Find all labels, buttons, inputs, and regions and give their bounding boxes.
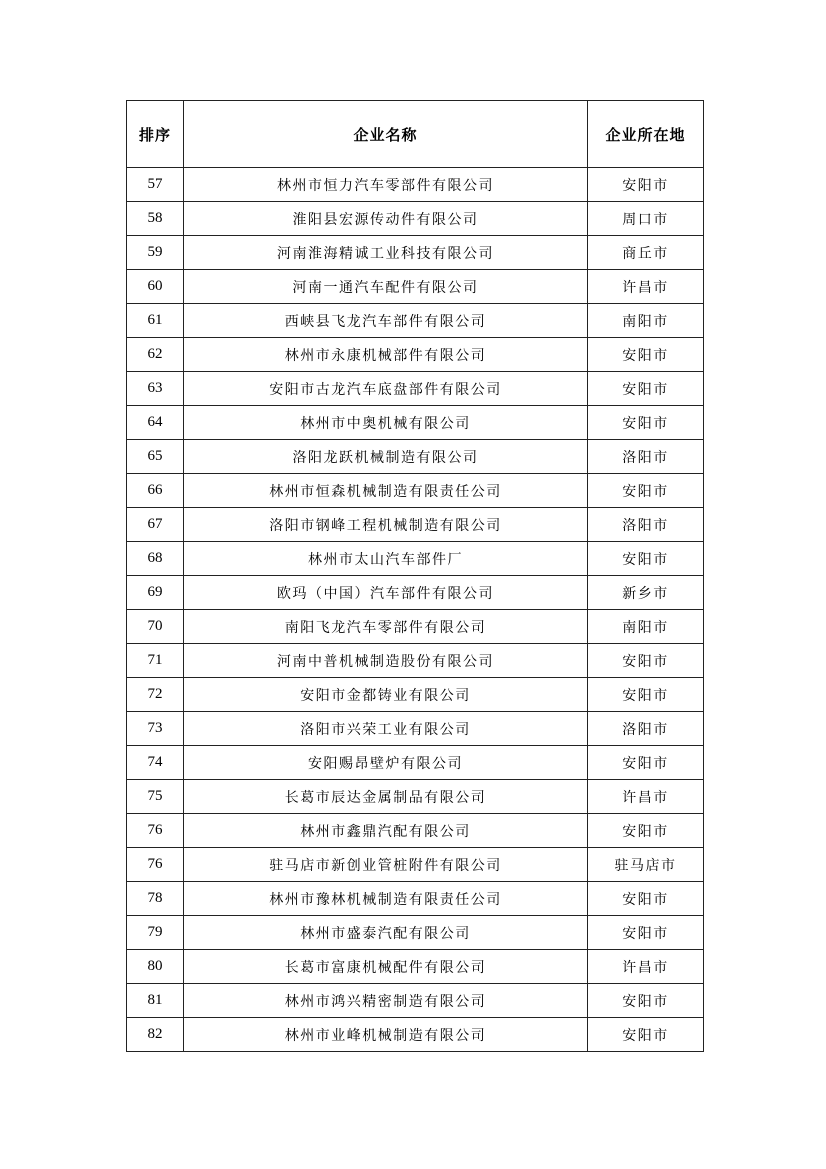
enterprise-location-cell: 安阳市 bbox=[588, 644, 704, 678]
table-row bbox=[127, 916, 704, 950]
table-row bbox=[127, 848, 704, 882]
table-row bbox=[127, 780, 704, 814]
header-enterprise-name: 企业名称 bbox=[184, 101, 588, 168]
rank-cell: 76 bbox=[127, 814, 184, 848]
rank-cell: 59 bbox=[127, 236, 184, 270]
rank-cell: 57 bbox=[127, 168, 184, 202]
rank-cell: 78 bbox=[127, 882, 184, 916]
enterprise-name-cell: 安阳赐昂壁炉有限公司 bbox=[184, 746, 588, 780]
rank-cell: 66 bbox=[127, 474, 184, 508]
header-enterprise-location: 企业所在地 bbox=[588, 101, 704, 168]
table-row bbox=[127, 644, 704, 678]
rank-cell: 80 bbox=[127, 950, 184, 984]
rank-cell: 73 bbox=[127, 712, 184, 746]
table-row bbox=[127, 882, 704, 916]
rank-cell: 58 bbox=[127, 202, 184, 236]
enterprise-name-cell: 洛阳市钢峰工程机械制造有限公司 bbox=[184, 508, 588, 542]
rank-cell: 76 bbox=[127, 848, 184, 882]
enterprise-name-cell: 长葛市富康机械配件有限公司 bbox=[184, 950, 588, 984]
enterprise-location-cell: 洛阳市 bbox=[588, 712, 704, 746]
enterprise-location-cell: 安阳市 bbox=[588, 814, 704, 848]
table-row bbox=[127, 406, 704, 440]
enterprise-name-cell: 长葛市辰达金属制品有限公司 bbox=[184, 780, 588, 814]
table-row bbox=[127, 168, 704, 202]
enterprise-location-cell: 安阳市 bbox=[588, 984, 704, 1018]
table-row bbox=[127, 474, 704, 508]
enterprise-name-cell: 安阳市金都铸业有限公司 bbox=[184, 678, 588, 712]
enterprise-location-cell: 安阳市 bbox=[588, 406, 704, 440]
enterprise-ranking-table bbox=[126, 100, 704, 1052]
table-row bbox=[127, 270, 704, 304]
rank-cell: 64 bbox=[127, 406, 184, 440]
enterprise-name-cell: 洛阳市兴荣工业有限公司 bbox=[184, 712, 588, 746]
table-row bbox=[127, 814, 704, 848]
table-row bbox=[127, 508, 704, 542]
table-row bbox=[127, 746, 704, 780]
table-body bbox=[127, 168, 704, 1052]
enterprise-location-cell: 安阳市 bbox=[588, 1018, 704, 1052]
rank-cell: 82 bbox=[127, 1018, 184, 1052]
enterprise-location-cell: 商丘市 bbox=[588, 236, 704, 270]
enterprise-name-cell: 淮阳县宏源传动件有限公司 bbox=[184, 202, 588, 236]
rank-cell: 75 bbox=[127, 780, 184, 814]
enterprise-location-cell: 安阳市 bbox=[588, 474, 704, 508]
enterprise-name-cell: 河南一通汽车配件有限公司 bbox=[184, 270, 588, 304]
enterprise-location-cell: 许昌市 bbox=[588, 270, 704, 304]
enterprise-location-cell: 安阳市 bbox=[588, 746, 704, 780]
enterprise-name-cell: 河南中普机械制造股份有限公司 bbox=[184, 644, 588, 678]
enterprise-name-cell: 河南淮海精诚工业科技有限公司 bbox=[184, 236, 588, 270]
enterprise-location-cell: 许昌市 bbox=[588, 950, 704, 984]
table-row bbox=[127, 610, 704, 644]
enterprise-location-cell: 安阳市 bbox=[588, 168, 704, 202]
rank-cell: 72 bbox=[127, 678, 184, 712]
enterprise-location-cell: 安阳市 bbox=[588, 372, 704, 406]
enterprise-location-cell: 南阳市 bbox=[588, 304, 704, 338]
enterprise-location-cell: 洛阳市 bbox=[588, 440, 704, 474]
header-rank: 排序 bbox=[127, 101, 184, 168]
enterprise-name-cell: 林州市太山汽车部件厂 bbox=[184, 542, 588, 576]
table-row bbox=[127, 542, 704, 576]
rank-cell: 70 bbox=[127, 610, 184, 644]
rank-cell: 61 bbox=[127, 304, 184, 338]
enterprise-location-cell: 安阳市 bbox=[588, 678, 704, 712]
enterprise-location-cell: 新乡市 bbox=[588, 576, 704, 610]
enterprise-location-cell: 许昌市 bbox=[588, 780, 704, 814]
rank-cell: 63 bbox=[127, 372, 184, 406]
enterprise-name-cell: 洛阳龙跃机械制造有限公司 bbox=[184, 440, 588, 474]
enterprise-name-cell: 林州市鸿兴精密制造有限公司 bbox=[184, 984, 588, 1018]
enterprise-location-cell: 安阳市 bbox=[588, 916, 704, 950]
table-row bbox=[127, 950, 704, 984]
table-row bbox=[127, 202, 704, 236]
enterprise-location-cell: 安阳市 bbox=[588, 882, 704, 916]
table-row bbox=[127, 372, 704, 406]
enterprise-name-cell: 林州市鑫鼎汽配有限公司 bbox=[184, 814, 588, 848]
enterprise-name-cell: 安阳市古龙汽车底盘部件有限公司 bbox=[184, 372, 588, 406]
table-header bbox=[127, 101, 704, 168]
table-row bbox=[127, 1018, 704, 1052]
rank-cell: 68 bbox=[127, 542, 184, 576]
rank-cell: 67 bbox=[127, 508, 184, 542]
table-row bbox=[127, 338, 704, 372]
enterprise-name-cell: 林州市永康机械部件有限公司 bbox=[184, 338, 588, 372]
enterprise-location-cell: 安阳市 bbox=[588, 338, 704, 372]
enterprise-name-cell: 林州市业峰机械制造有限公司 bbox=[184, 1018, 588, 1052]
rank-cell: 69 bbox=[127, 576, 184, 610]
enterprise-location-cell: 南阳市 bbox=[588, 610, 704, 644]
enterprise-name-cell: 林州市盛泰汽配有限公司 bbox=[184, 916, 588, 950]
enterprise-name-cell: 欧玛（中国）汽车部件有限公司 bbox=[184, 576, 588, 610]
enterprise-name-cell: 林州市恒森机械制造有限责任公司 bbox=[184, 474, 588, 508]
enterprise-location-cell: 安阳市 bbox=[588, 542, 704, 576]
rank-cell: 60 bbox=[127, 270, 184, 304]
enterprise-name-cell: 林州市恒力汽车零部件有限公司 bbox=[184, 168, 588, 202]
table-row bbox=[127, 984, 704, 1018]
rank-cell: 79 bbox=[127, 916, 184, 950]
rank-cell: 74 bbox=[127, 746, 184, 780]
enterprise-location-cell: 周口市 bbox=[588, 202, 704, 236]
enterprise-name-cell: 林州市中奥机械有限公司 bbox=[184, 406, 588, 440]
table-row bbox=[127, 678, 704, 712]
rank-cell: 62 bbox=[127, 338, 184, 372]
rank-cell: 81 bbox=[127, 984, 184, 1018]
header-row bbox=[127, 101, 704, 168]
enterprise-name-cell: 驻马店市新创业管桩附件有限公司 bbox=[184, 848, 588, 882]
table-row bbox=[127, 236, 704, 270]
rank-cell: 71 bbox=[127, 644, 184, 678]
enterprise-name-cell: 南阳飞龙汽车零部件有限公司 bbox=[184, 610, 588, 644]
table-row bbox=[127, 576, 704, 610]
table-row bbox=[127, 712, 704, 746]
enterprise-location-cell: 洛阳市 bbox=[588, 508, 704, 542]
rank-cell: 65 bbox=[127, 440, 184, 474]
enterprise-name-cell: 西峡县飞龙汽车部件有限公司 bbox=[184, 304, 588, 338]
table-row bbox=[127, 304, 704, 338]
enterprise-location-cell: 驻马店市 bbox=[588, 848, 704, 882]
table-row bbox=[127, 440, 704, 474]
enterprise-name-cell: 林州市豫林机械制造有限责任公司 bbox=[184, 882, 588, 916]
